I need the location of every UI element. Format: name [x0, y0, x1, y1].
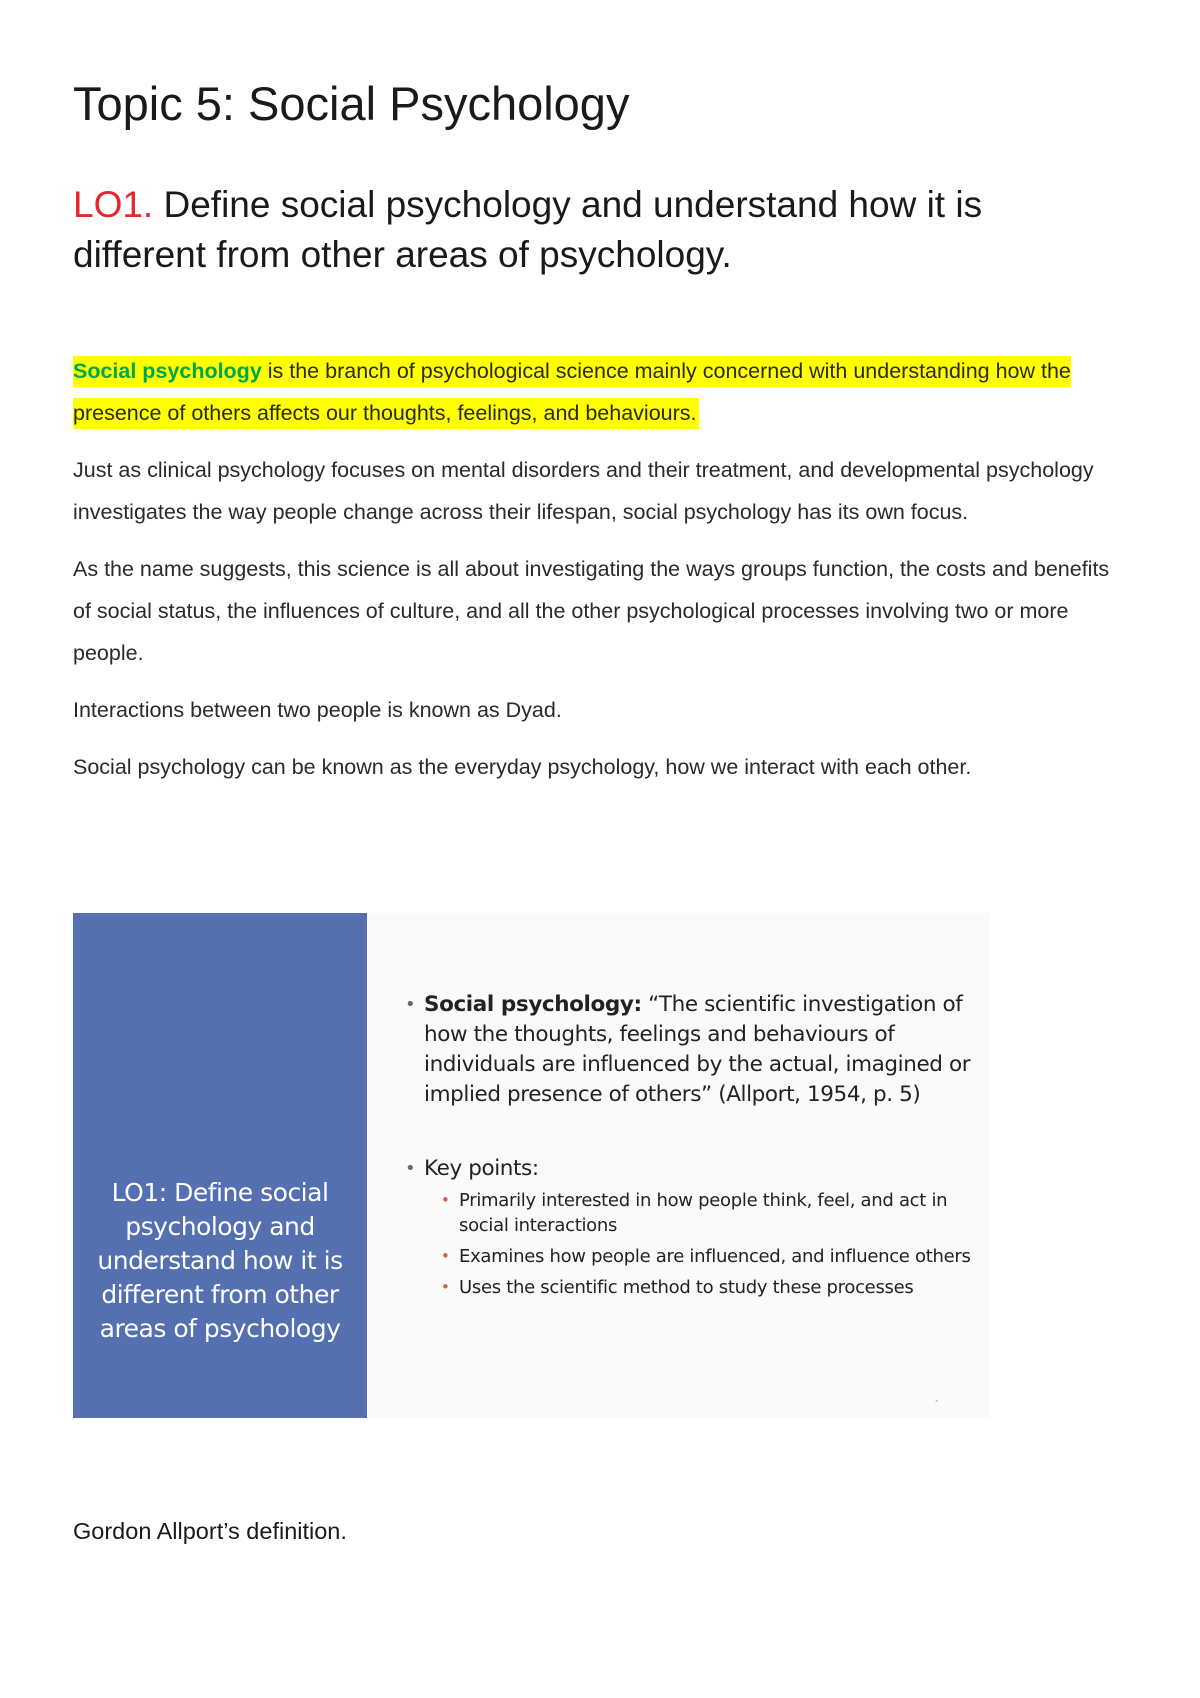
definition-term: Social psychology — [73, 359, 262, 383]
slide-key-points-label: Key points: — [424, 1156, 539, 1181]
lecture-slide-image — [73, 913, 989, 1418]
key-point-item: • Uses the scientific method to study these processes — [441, 1275, 975, 1300]
highlighted-definition — [73, 356, 1071, 429]
paragraph-clinical: Just as clinical psychology focuses on mental disorders and their treatment, and developmental psychology investigates the way people change across their lifespan, social psychology has its own focus. — [73, 458, 1094, 524]
slide-key-points-list — [405, 1188, 975, 1300]
slide-definition-bullet — [405, 990, 975, 1110]
figure-caption: Gordon Allport’s definition. — [73, 1518, 347, 1544]
slide-definition-label: Social psychology: — [424, 992, 642, 1017]
definition-paragraph — [73, 350, 1133, 434]
lo1-heading — [73, 180, 1113, 280]
paragraph-dyad: Interactions between two people is known as Dyad. — [73, 698, 562, 722]
slide-key-points-bullet — [405, 1154, 975, 1184]
key-point-item: • Primarily interested in how people think, feel, and act in social interactions — [441, 1188, 975, 1238]
paragraph-everyday: Social psychology can be known as the everyday psychology, how we interact with each other. — [73, 755, 972, 779]
paragraph-groups: As the name suggests, this science is all about investigating the ways groups function, the costs and benefits of social status, the influences of culture, and all the other psychological processes involving two or more people. — [73, 557, 1110, 665]
definition-rest: is the branch of psychological science mainly concerned with understanding how the presence of others affects our thoughts, feelings, and behaviours. — [73, 359, 1071, 425]
slide-definition-quote: “The scientific investigation of how the thoughts, feelings and behaviours of individuals are influenced by the actual, imagined or implied presence of others” (Allport, 1954, p. 5) — [424, 992, 971, 1107]
slide-mark: ´ — [935, 1398, 939, 1412]
lo1-text: Define social psychology and understand how it is different from other areas of psychology. — [73, 184, 983, 275]
slide-title: LO1: Define social psychology and understand how it is different from other areas of psychology — [97, 1178, 343, 1343]
slide-title-panel — [73, 913, 367, 1418]
page-title: Topic 5: Social Psychology — [73, 77, 630, 130]
lo1-tag: LO1. — [73, 184, 154, 225]
key-point-item: • Examines how people are influenced, and influence others — [441, 1244, 975, 1269]
slide-content — [405, 990, 975, 1306]
body-text — [73, 350, 1133, 803]
